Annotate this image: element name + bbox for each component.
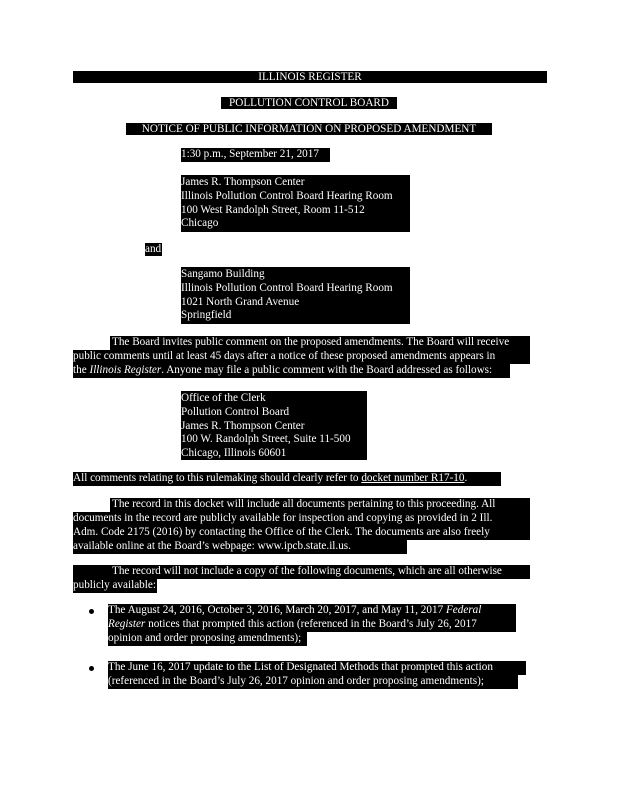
- record-line-text: available online at the Board’s webpage: www.ipcb.state.il.us.: [73, 540, 351, 552]
- exclusion-paragraph-line1: [73, 565, 530, 579]
- bullet2-line1-text: The June 16, 2017 update to the List of Designated Methods that prompted this action: [108, 661, 493, 673]
- register-italic: Register: [108, 618, 146, 630]
- bullet1-line2-text: notices that prompted this action (referenced in the Board’s July 26, 2017: [145, 618, 477, 630]
- and-label: [145, 243, 162, 256]
- clerk-address-line: Chicago, Illinois 60601: [181, 447, 287, 460]
- docket-number: docket number R17-10: [361, 472, 465, 484]
- exclusion-line-text: publicly available:: [73, 579, 156, 591]
- record-line-text: documents in the record are publicly available for inspection and copying as provided in 2 Ill.: [73, 512, 493, 524]
- hearing-time: [181, 148, 330, 162]
- illinois-register-italic: Illinois Register: [89, 364, 162, 376]
- comment-line1-text: The Board invites public comment on the proposed amendments. The Board will receive: [112, 336, 510, 348]
- register-title: [73, 71, 547, 83]
- location1-line: James R. Thompson Center: [181, 176, 305, 188]
- notice-title-text: NOTICE OF PUBLIC INFORMATION ON PROPOSED AMENDMENT: [141, 123, 477, 135]
- bullet2-line1: [108, 661, 526, 675]
- board-title: [221, 97, 397, 109]
- record-paragraph-line4: [73, 540, 407, 554]
- clerk-address-line: James R. Thompson Center: [181, 419, 305, 432]
- hearing-time-text: 1:30 p.m., September 21, 2017: [181, 148, 319, 160]
- docket-line: [73, 472, 501, 486]
- location2-line: Illinois Pollution Control Board Hearing Room: [181, 281, 393, 294]
- bullet2-line2: [108, 675, 518, 689]
- location2-line: Sangamo Building: [181, 268, 265, 280]
- board-title-text: POLLUTION CONTROL BOARD: [229, 97, 389, 109]
- location1-line: 100 West Randolph Street, Room 11-512: [181, 203, 365, 216]
- location2-line: 1021 North Grand Avenue: [181, 295, 300, 308]
- and-label-text: and: [145, 243, 162, 255]
- comment-line2-text: public comments until at least 45 days after a notice of these proposed amendments appears in: [73, 350, 496, 362]
- location1-line: Illinois Pollution Control Board Hearing Room: [181, 189, 393, 202]
- location1-line: Chicago: [181, 217, 219, 230]
- bullet-dot: [89, 609, 94, 614]
- docket-line-pre: All comments relating to this rulemaking should clearly refer to: [73, 472, 362, 484]
- comment-paragraph-line1: [110, 336, 530, 350]
- record-paragraph-line2: [73, 512, 530, 526]
- bullet1-line1: [108, 604, 516, 618]
- exclusion-line-text: The record will not include a copy of the following documents, which are all otherwise: [112, 565, 502, 577]
- docket-line-post: .: [464, 472, 468, 484]
- bullet-dot: [89, 666, 94, 671]
- record-paragraph-line1: [110, 498, 530, 512]
- federal-italic: Federal: [445, 604, 482, 616]
- register-title-text: ILLINOIS REGISTER: [258, 71, 362, 83]
- record-paragraph-line3: [73, 526, 530, 540]
- record-line-text: The record in this docket will include all documents pertaining to this proceeding. All: [112, 498, 496, 510]
- comment-paragraph-line2: [73, 350, 530, 364]
- hearing-location-chicago: [181, 175, 410, 232]
- bullet1-line2: [108, 618, 516, 632]
- exclusion-paragraph-line2: [73, 579, 157, 593]
- notice-title: [126, 123, 492, 135]
- comment-paragraph-line3: [73, 364, 510, 378]
- clerk-address-line: 100 W. Randolph Street, Suite 11-500: [181, 433, 351, 446]
- bullet1-line1-text: The August 24, 2016, October 3, 2016, March 20, 2017, and May 11, 2017: [108, 604, 446, 616]
- hearing-location-springfield: [181, 267, 410, 324]
- clerk-address: [181, 391, 367, 460]
- comment-line3-post: . Anyone may file a public comment with the Board addressed as follows:: [161, 364, 493, 376]
- bullet1-line3-text: opinion and order proposing amendments);: [108, 632, 302, 644]
- clerk-address-line: Office of the Clerk: [181, 392, 266, 404]
- location2-line: Springfield: [181, 309, 232, 322]
- bullet2-line2-text: (referenced in the Board’s July 26, 2017 opinion and order proposing amendments);: [108, 675, 484, 687]
- bullet1-line3: [108, 632, 307, 646]
- record-line-text: Adm. Code 2175 (2016) by contacting the Office of the Clerk. The documents are also freely: [73, 526, 490, 538]
- clerk-address-line: Pollution Control Board: [181, 405, 290, 418]
- comment-line3-pre: the: [73, 364, 90, 376]
